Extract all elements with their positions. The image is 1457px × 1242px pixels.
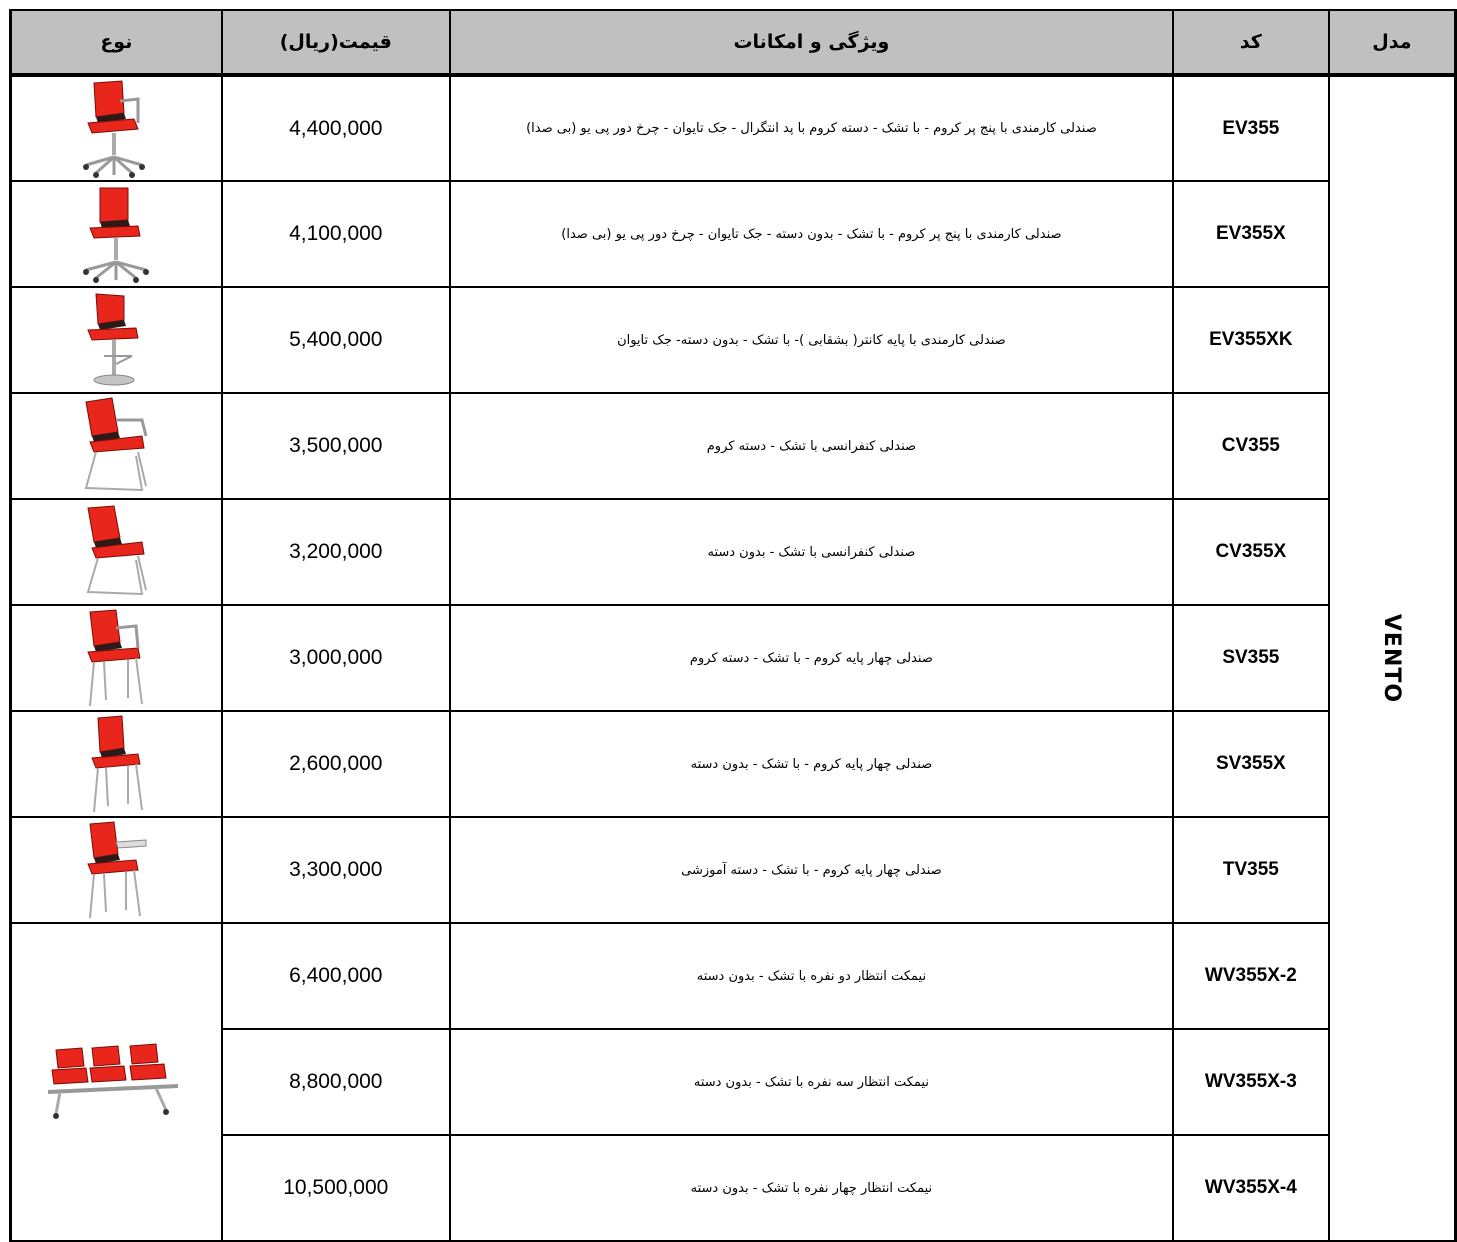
type-cell — [11, 75, 222, 181]
code-cell: SV355 — [1173, 605, 1329, 711]
features-cell: نیمکت انتظار چهار نفره با تشک - بدون دسته — [450, 1135, 1173, 1241]
price-cell: 3,300,000 — [222, 817, 450, 923]
header-features: ویژگی و امکانات — [450, 10, 1173, 75]
price-cell: 10,500,000 — [222, 1135, 450, 1241]
type-cell — [11, 605, 222, 711]
table-row — [11, 923, 1456, 1029]
table-row — [11, 1135, 1456, 1241]
four-leg-chair-arms-icon — [76, 608, 156, 708]
price-cell: 3,000,000 — [222, 605, 450, 711]
price-table — [9, 9, 1457, 1242]
features-cell: صندلی چهار پایه کروم - با تشک - بدون دسته — [450, 711, 1173, 817]
table-row — [11, 181, 1456, 287]
conference-chair-arms-icon — [76, 396, 156, 496]
features-cell: صندلی کنفرانسی با تشک - دسته کروم — [450, 393, 1173, 499]
price-cell: 5,400,000 — [222, 287, 450, 393]
table-row — [11, 605, 1456, 711]
features-cell: نیمکت انتظار سه نفره با تشک - بدون دسته — [450, 1029, 1173, 1135]
office-chair-icon — [76, 184, 156, 284]
header-type: نوع — [11, 10, 222, 75]
price-cell: 3,200,000 — [222, 499, 450, 605]
table-row — [11, 499, 1456, 605]
tablet-arm-chair-icon — [76, 820, 156, 920]
header-code: کد — [1173, 10, 1329, 75]
code-cell: WV355X-2 — [1173, 923, 1329, 1029]
table-row — [11, 393, 1456, 499]
code-cell: EV355X — [1173, 181, 1329, 287]
price-cell: 4,100,000 — [222, 181, 450, 287]
features-cell: صندلی کارمندی با پنج پر کروم - با تشک - دسته کروم با پد انتگرال - جک تایوان - چرخ دور پی یو (بی صدا) — [450, 75, 1173, 181]
table-row — [11, 75, 1456, 181]
price-cell: 4,400,000 — [222, 75, 450, 181]
header-model: مدل — [1329, 10, 1456, 75]
code-cell: WV355X-3 — [1173, 1029, 1329, 1135]
type-cell — [11, 499, 222, 605]
table-row — [11, 287, 1456, 393]
waiting-bench-icon — [46, 1042, 186, 1122]
price-cell: 8,800,000 — [222, 1029, 450, 1135]
features-cell: صندلی چهار پایه کروم - با تشک - دسته کروم — [450, 605, 1173, 711]
type-cell — [11, 711, 222, 817]
table-row — [11, 1029, 1456, 1135]
features-cell: صندلی چهار پایه کروم - با تشک - دسته آموزشی — [450, 817, 1173, 923]
model-cell — [1329, 75, 1456, 1241]
type-cell — [11, 181, 222, 287]
header-row — [11, 10, 1456, 75]
type-cell — [11, 923, 222, 1241]
type-cell — [11, 817, 222, 923]
price-cell: 6,400,000 — [222, 923, 450, 1029]
conference-chair-icon — [76, 502, 156, 602]
features-cell: صندلی کنفرانسی با تشک - بدون دسته — [450, 499, 1173, 605]
price-cell: 3,500,000 — [222, 393, 450, 499]
type-cell — [11, 287, 222, 393]
code-cell: TV355 — [1173, 817, 1329, 923]
price-cell: 2,600,000 — [222, 711, 450, 817]
price-list-sheet — [9, 9, 1457, 1242]
model-name: VENTO — [1379, 613, 1405, 704]
code-cell: CV355 — [1173, 393, 1329, 499]
header-price: قیمت(ریال) — [222, 10, 450, 75]
type-cell — [11, 393, 222, 499]
counter-stool-icon — [76, 290, 156, 390]
four-leg-chair-icon — [76, 714, 156, 814]
code-cell: EV355XK — [1173, 287, 1329, 393]
office-chair-arms-icon — [76, 79, 156, 179]
code-cell: SV355X — [1173, 711, 1329, 817]
code-cell: CV355X — [1173, 499, 1329, 605]
features-cell: صندلی کارمندی با پنج پر کروم - با تشک - بدون دسته - جک تایوان - چرخ دور پی یو (بی صدا) — [450, 181, 1173, 287]
code-cell: WV355X-4 — [1173, 1135, 1329, 1241]
features-cell: صندلی کارمندی با پایه کانتر( بشقابی )- با تشک - بدون دسته- جک تایوان — [450, 287, 1173, 393]
features-cell: نیمکت انتظار دو نفره با تشک - بدون دسته — [450, 923, 1173, 1029]
table-row — [11, 711, 1456, 817]
table-row — [11, 817, 1456, 923]
code-cell: EV355 — [1173, 75, 1329, 181]
